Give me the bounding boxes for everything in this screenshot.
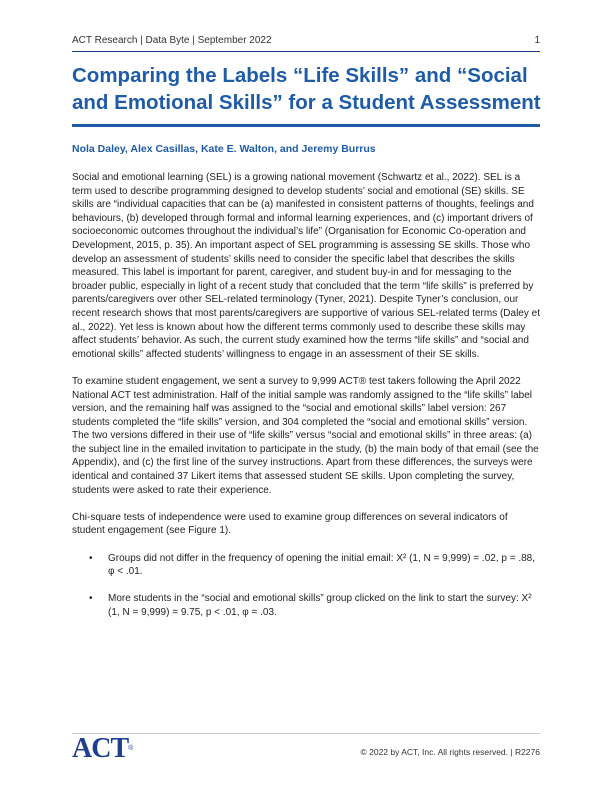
author-list: Nola Daley, Alex Casillas, Kate E. Walton, and Jeremy Burrus xyxy=(72,143,376,155)
copyright-notice: © 2022 by ACT, Inc. All rights reserved. | R2276 xyxy=(360,747,540,757)
paragraph: To examine student engagement, we sent a survey to 9,999 ACT® test takers following the April 2022 National ACT test administration. Half of the initial sample was randomly assigned to the “life skills” label version, and the remaining half was assigned to the “social and emotional skills” label version: 267 students completed the “life skills” version, and 304 completed the “social and emotional skills” version. The two versions differed in their use of “life skills” versus “social and emotional skills” in three areas: (a) the subject line in the emailed invitation to participate in the study, (b) the main body of that email (see the Appendix), and (c) the first line of the survey instructions. Apart from these differences, the surveys were identical and contained 37 Likert items that assessed student SE skills. Upon completing the survey, students were asked to rate their experience. xyxy=(72,375,539,496)
header-rule xyxy=(72,51,540,52)
header-text: ACT Research | Data Byte | September 2022 xyxy=(72,35,272,46)
title-rule xyxy=(72,124,540,127)
list-item xyxy=(72,592,542,619)
footer-rule xyxy=(72,733,540,734)
page-number: 1 xyxy=(534,35,540,46)
paragraph: Social and emotional learning (SEL) is a growing national movement (Schwartz et al., 2022). SEL is a term used to describe programming designed to develop students’ social and emotional (SE) skills. SE skills are “individual capacities that can be (a) manifested in consistent patterns of thoughts, feelings and behaviours, (b) developed through formal and informal learning experiences, and (c) important drivers of socioeconomic outcomes throughout the individual’s life” (Organisation for Economic Co-operation and Development, 2015, p. 35). An important aspect of SEL programming is assessing SE skills. Those who develop an assessment of students’ skills need to consider the specific label that describes the skills measured. This label is important for parent, caregiver, and student buy-in and for messaging to the broader public, especially in light of a recent study that concluded that the term “life skills” is preferred by parents/caregivers over other SEL-related terminology (Tyner, 2021). Despite Tyner’s conclusion, our recent research shows that most parents/caregivers are supportive of various SEL-related terms (Daley et al., 2022). Yet less is known about how the different terms commonly used to describe these skills may affect students’ behavior. As such, the current study examined how the terms “life skills” and “social and emotional skills” affected students’ willingness to engage in an assessment of their SE skills. xyxy=(72,172,540,360)
document-title: Comparing the Labels “Life Skills” and “Social and Emotional Skills” for a Student Assessment xyxy=(72,64,541,114)
list-item xyxy=(72,552,542,579)
bullet-icon: • xyxy=(89,552,93,564)
running-header xyxy=(72,35,540,46)
document-body xyxy=(72,171,542,633)
paragraph: Chi-square tests of independence were used to examine group differences on several indicators of student engagement (see Figure 1). xyxy=(72,511,508,537)
findings-list xyxy=(72,552,542,620)
bullet-icon: • xyxy=(89,593,93,605)
act-logo: ACT® xyxy=(72,733,134,764)
list-item-text: More students in the “social and emotional skills” group clicked on the link to start the survey: X² (1, N = 9,999) = 9.75, p < .01, φ = .03. xyxy=(108,593,532,618)
list-item-text: Groups did not differ in the frequency of opening the initial email: X² (1, N = 9,999) = .02, p = .88, φ < .01. xyxy=(108,552,536,578)
